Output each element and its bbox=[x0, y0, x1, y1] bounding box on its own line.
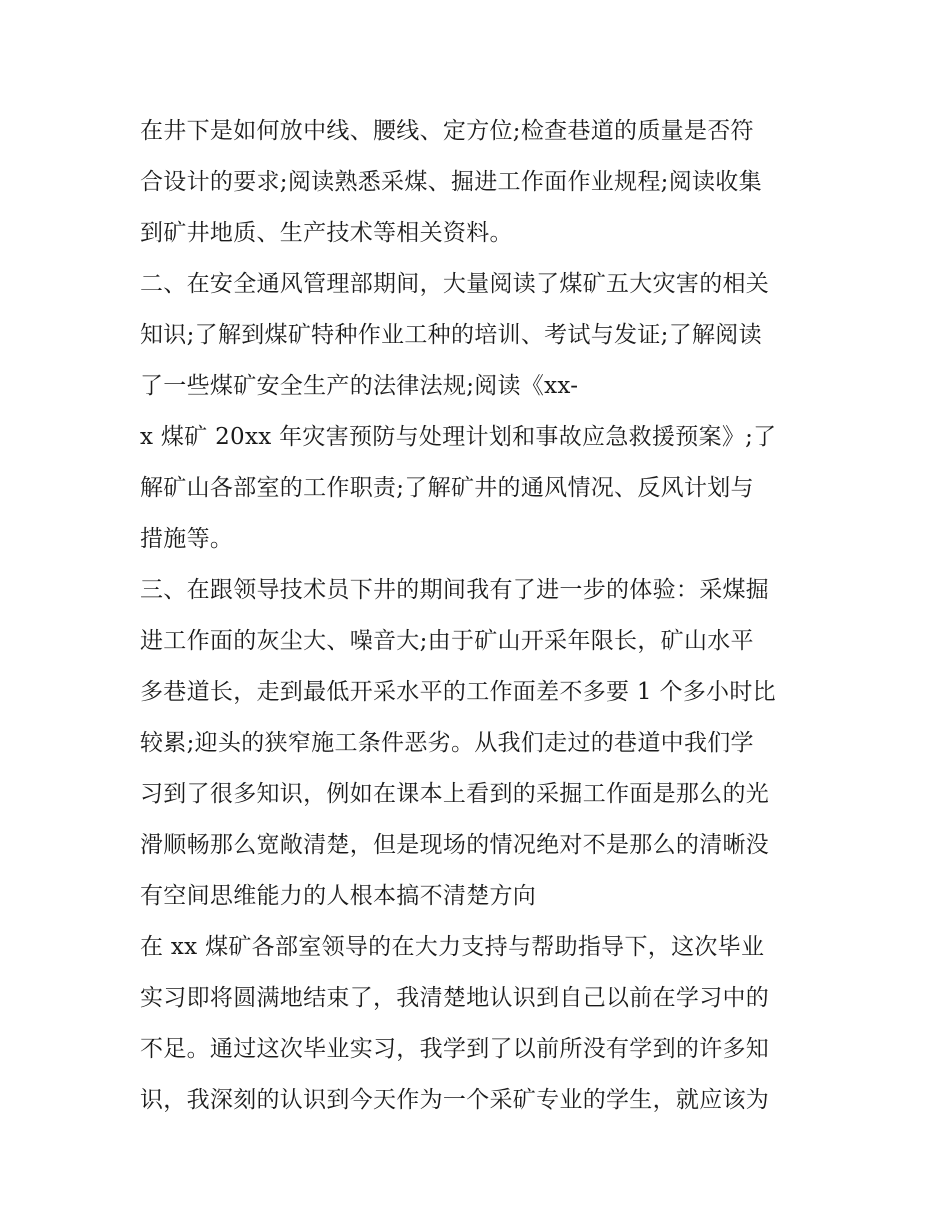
text-line: 到矿井地质、生产技术等相关资料。 bbox=[140, 220, 513, 246]
text-line: 措施等。 bbox=[140, 526, 234, 552]
text-line: 有空间思维能力的人根本搞不清楚方向 bbox=[140, 883, 537, 909]
text-line: 三、在跟领导技术员下井的期间我有了进一步的体验：采煤掘 bbox=[140, 577, 770, 603]
text-line: x 煤矿 20xx 年灾害预防与处理计划和事故应急救援预案》;了 bbox=[140, 424, 777, 450]
text-line: 二、在安全通风管理部期间，大量阅读了煤矿五大灾害的相关 bbox=[140, 271, 770, 297]
text-line: 在井下是如何放中线、腰线、定方位;检查巷道的质量是否符 bbox=[140, 118, 754, 144]
text-line: 进工作面的灰尘大、噪音大;由于矿山开采年限长，矿山水平 bbox=[140, 628, 754, 654]
text-line: 多巷道长，走到最低开采水平的工作面差不多要 1 个多小时比 bbox=[140, 679, 776, 705]
text-line: 了一些煤矿安全生产的法律法规;阅读《xx- bbox=[140, 373, 579, 399]
text-line: 不足。通过这次毕业实习，我学到了以前所没有学到的许多知 bbox=[140, 1036, 770, 1062]
text-line: 滑顺畅那么宽敞清楚，但是现场的情况绝对不是那么的清晰没 bbox=[140, 832, 770, 858]
text-line: 知识;了解到煤矿特种作业工种的培训、考试与发证;了解阅读 bbox=[140, 322, 762, 348]
text-line: 习到了很多知识，例如在课本上看到的采掘工作面是那么的光 bbox=[140, 781, 770, 807]
text-line: 解矿山各部室的工作职责;了解矿井的通风情况、反风计划与 bbox=[140, 475, 754, 501]
text-line: 实习即将圆满地结束了，我清楚地认识到自己以前在学习中的 bbox=[140, 985, 770, 1011]
text-line: 合设计的要求;阅读熟悉采煤、掘进工作面作业规程;阅读收集 bbox=[140, 169, 762, 195]
text-line: 在 xx 煤矿各部室领导的在大力支持与帮助指导下，这次毕业 bbox=[140, 934, 765, 960]
body-text bbox=[140, 106, 820, 1126]
text-line: 较累;迎头的狭窄施工条件恶劣。从我们走过的巷道中我们学 bbox=[140, 730, 754, 756]
text-line: 识，我深刻的认识到今天作为一个采矿专业的学生，就应该为 bbox=[140, 1087, 770, 1113]
